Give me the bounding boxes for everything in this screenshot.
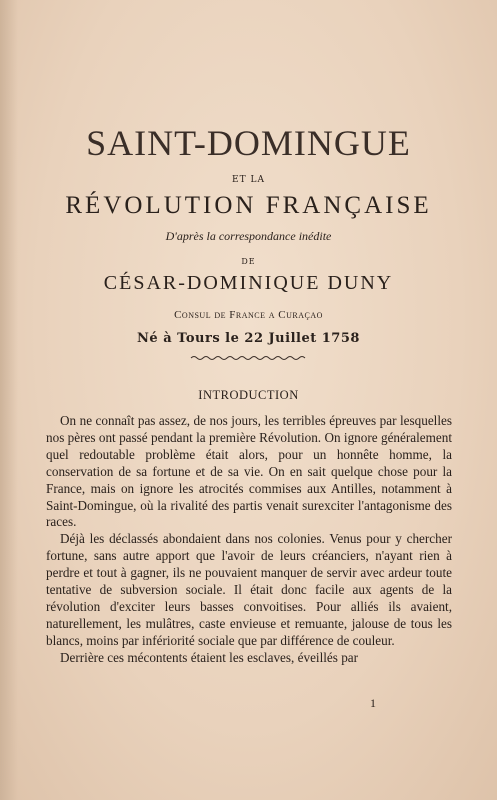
title-second: RÉVOLUTION FRANÇAISE [65, 192, 432, 219]
ornament-rule [189, 354, 309, 362]
birth-line: Né à Tours le 22 Juillet 1758 [137, 331, 360, 346]
section-heading: INTRODUCTION [198, 388, 299, 402]
body-text [46, 413, 452, 667]
page-number: 1 [370, 696, 376, 710]
subtitle: D'après la correspondance inédite [165, 229, 332, 243]
paragraph: Derrière ces mécontents étaient les esclaves, éveillés par [60, 649, 359, 665]
paragraph: Déjà les déclassés abondaient dans nos colonies. Venus pour y chercher fortune, sans autre apport que l'avoir de leurs créanciers, n'ayant rien à perdre et tout à gagner, ils ne pouvaient manquer de servir avec ardeur toute tentative de subversion sociale. Il était donc facile aux agents de la révolution d'exciter leurs basses convoitises. Pour alliés ils avaient, naturellement, les mulâtres, caste envieuse et remuante, jalouse de tous les blancs, moins par infériorité sociale que par différence de couleur. [46, 531, 452, 648]
title-conjunction: ET LA [232, 175, 265, 185]
preposition: DE [241, 257, 256, 266]
paragraph: On ne connaît pas assez, de nos jours, les terribles épreuves par lesquelles nos pères ont passé pendant la première Révolution. On ignore généralement quel redoutable problème était alors, pour un honnête homme, la conservation de sa fortune et de sa vie. On en sait quelque chose pour la France, mais on ignore les atrocités commises aux Antilles, notamment à Saint-Domingue, où la rivalité des partis venait surexciter l'antagonisme des races. [46, 413, 452, 530]
author-role: Consul de France a Curaçao [174, 309, 323, 321]
title-main: SAINT-DOMINGUE [86, 123, 411, 163]
author-name: CÉSAR-DOMINIQUE DUNY [103, 272, 394, 294]
